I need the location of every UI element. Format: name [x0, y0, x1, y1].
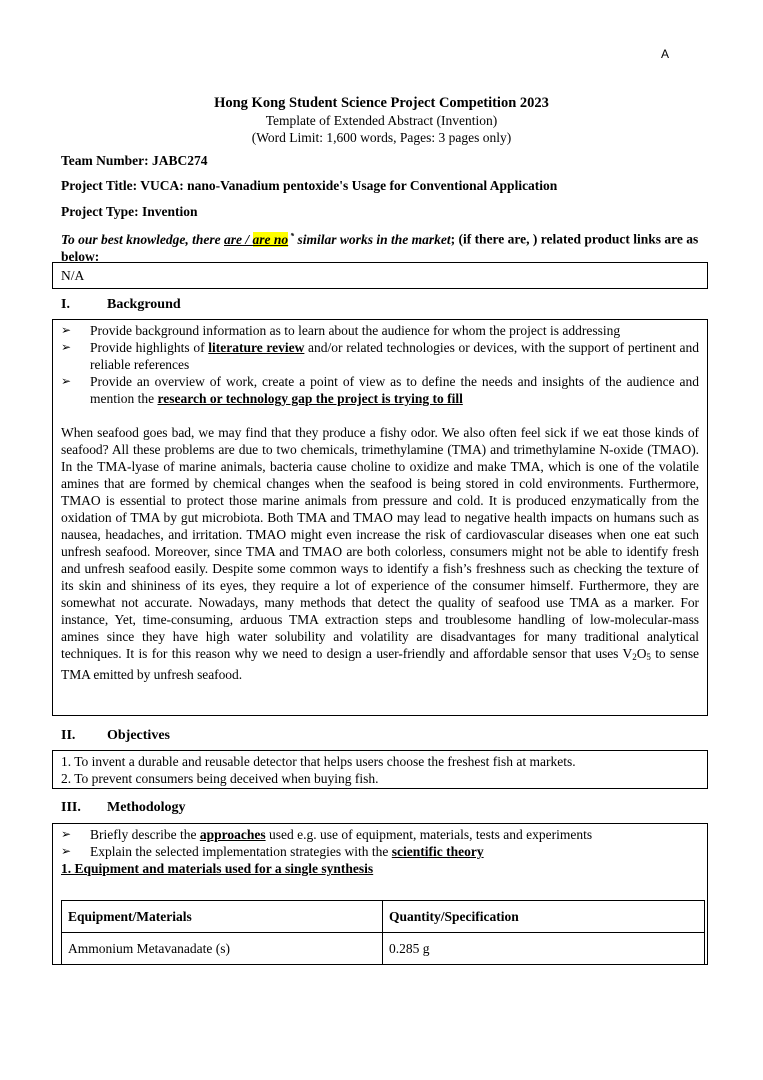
section-objectives-heading	[61, 727, 170, 744]
project-title-value: VUCA: nano-Vanadium pentoxide's Usage for Conventional Application	[140, 178, 558, 193]
related-links-value: N/A	[61, 268, 85, 283]
bullet-text: Briefly describe the	[90, 827, 200, 842]
arrow-bullet-icon: ➢	[61, 323, 72, 337]
formula-subscript: 2	[632, 652, 637, 662]
section-number: III.	[61, 800, 81, 815]
section-number: I.	[61, 297, 70, 312]
table-header-cell: Quantity/Specification	[383, 901, 705, 933]
table-cell: Ammonium Metavanadate (s)	[62, 933, 383, 965]
background-paragraph	[61, 424, 699, 683]
knowledge-mid: similar works in the market	[294, 231, 451, 247]
arrow-bullet-icon: ➢	[61, 340, 72, 354]
bullet-emphasis: literature review	[208, 340, 305, 355]
formula-part: V	[622, 646, 633, 661]
team-number-line	[61, 152, 208, 169]
bullet-emphasis: research or technology gap the project is trying to fill	[157, 391, 463, 406]
formula-part: O	[636, 646, 647, 661]
project-title-line	[61, 177, 557, 194]
bullet-text: and/or related technologies or devices, with the support of pertinent and reliable references	[90, 340, 699, 372]
project-type-line	[61, 203, 198, 220]
knowledge-prefix: To our best knowledge, there	[61, 231, 225, 247]
list-item	[61, 373, 699, 407]
bullet-text: Provide an overview of work, create a point of view as to define the needs and insights of the audience and mention the	[90, 374, 699, 406]
table-header-cell: Equipment/Materials	[62, 901, 383, 933]
knowledge-statement	[61, 227, 704, 265]
section-title: Objectives	[107, 728, 170, 743]
arrow-bullet-icon: ➢	[61, 844, 72, 858]
objectives-box	[52, 750, 708, 789]
equipment-table	[61, 900, 705, 965]
document-subtitle: Template of Extended Abstract (Invention)	[265, 113, 498, 128]
objective-item: 2. To prevent consumers being deceived when buying fish.	[61, 771, 379, 786]
formula-subscript: 5	[646, 652, 651, 662]
bullet-text: Provide background information as to learn about the audience for whom the project is addressing	[90, 323, 621, 338]
section-title: Methodology	[107, 800, 186, 815]
table-header-row	[62, 901, 705, 933]
option-are: are	[224, 231, 243, 247]
project-type-value: Invention	[141, 204, 198, 219]
arrow-bullet-icon: ➢	[61, 374, 72, 388]
list-item	[61, 322, 699, 339]
paragraph-end: to sense TMA emitted by unfresh seafood.	[61, 646, 699, 682]
arrow-bullet-icon: ➢	[61, 827, 72, 841]
document-title: Hong Kong Student Science Project Competition 2023	[214, 95, 549, 111]
paragraph-body: When seafood goes bad, we may find that they produce a fishy odor. We also often feel sick if we eat those kinds of seafood? All these problems are due to two chemicals, trimethylamine (TMA) and trimethylamine N-oxide (TMAO). In the TMA-lyase of marine animals, bacteria cause choline to oxidize and make TMA, which is one of the volatile amines that are formed by chemical changes when the seafood is being stored in cold environments. Furthermore, TMAO is essential to protect those marine animals from pressure and cold. It is produced enzymatically from the oxidation of TMA by gut microbiota. Both TMA and TMAO may lead to negative health impacts on humans such as nausea, headaches, and irritation. TMAO might even increase the risk of cardiovascular diseases when one eat such unfresh seafood. Moreover, since TMA and TMAO are both colorless, consumers might not be able to identify fresh and unfresh seafood easily. Despite some common ways to identify a fish’s freshness such as checking the texture of its skin and shininess of its eyes, they require a lot of experience of the consumer himself. Furthermore, they are somewhat not accurate. Nowadays, many methods that detect the quality of seafood use TMA as a marker. For instance, Yet, time-consuming, arduous TMA extraction steps and troublesome handling of low-molecular-mass amines since they have high water solubility and volatility are disadvantages for many traditional analytical techniques. It is for this reason why we need to design a user-friendly and affordable sensor that uses	[61, 425, 699, 661]
section-title: Background	[107, 297, 181, 312]
document-header	[0, 94, 763, 146]
objective-item: 1. To invent a durable and reusable detector that helps users choose the freshest fish at markets.	[61, 754, 576, 769]
background-guidelines	[61, 322, 699, 407]
table-cell: 0.285 g	[383, 933, 705, 965]
section-background-heading	[61, 296, 181, 313]
list-item	[61, 826, 699, 843]
table-row	[62, 933, 705, 965]
word-limit-note: (Word Limit: 1,600 words, Pages: 3 pages only)	[251, 130, 512, 145]
related-links-box	[52, 262, 708, 289]
list-item	[61, 843, 699, 860]
section-methodology-heading	[61, 799, 186, 816]
option-sep: /	[242, 231, 253, 247]
bullet-text: Provide highlights of	[90, 340, 209, 355]
methodology-guidelines	[61, 826, 699, 860]
project-type-label: Project Type:	[61, 204, 139, 219]
section-number: II.	[61, 728, 76, 743]
bullet-emphasis: approaches	[199, 827, 266, 842]
project-title-label: Project Title:	[61, 178, 138, 193]
chemical-formula	[623, 646, 651, 661]
asterisk-mark: *	[288, 231, 295, 240]
background-box	[52, 319, 708, 716]
bullet-text: used e.g. use of equipment, materials, tests and experiments	[265, 827, 593, 842]
team-number-value: JABC274	[152, 153, 208, 168]
knowledge-suffix: ; (if there are, ) related product links are as below:	[61, 231, 699, 264]
option-are-no: are no	[252, 231, 289, 247]
bullet-emphasis: scientific theory	[391, 844, 484, 859]
methodology-box	[52, 823, 708, 965]
team-number-label: Team Number:	[61, 153, 149, 168]
bullet-text: Explain the selected implementation strategies with the	[90, 844, 392, 859]
list-item	[61, 339, 699, 373]
page-marker: A	[661, 47, 670, 61]
equipment-subheading: 1. Equipment and materials used for a single synthesis	[61, 861, 374, 876]
